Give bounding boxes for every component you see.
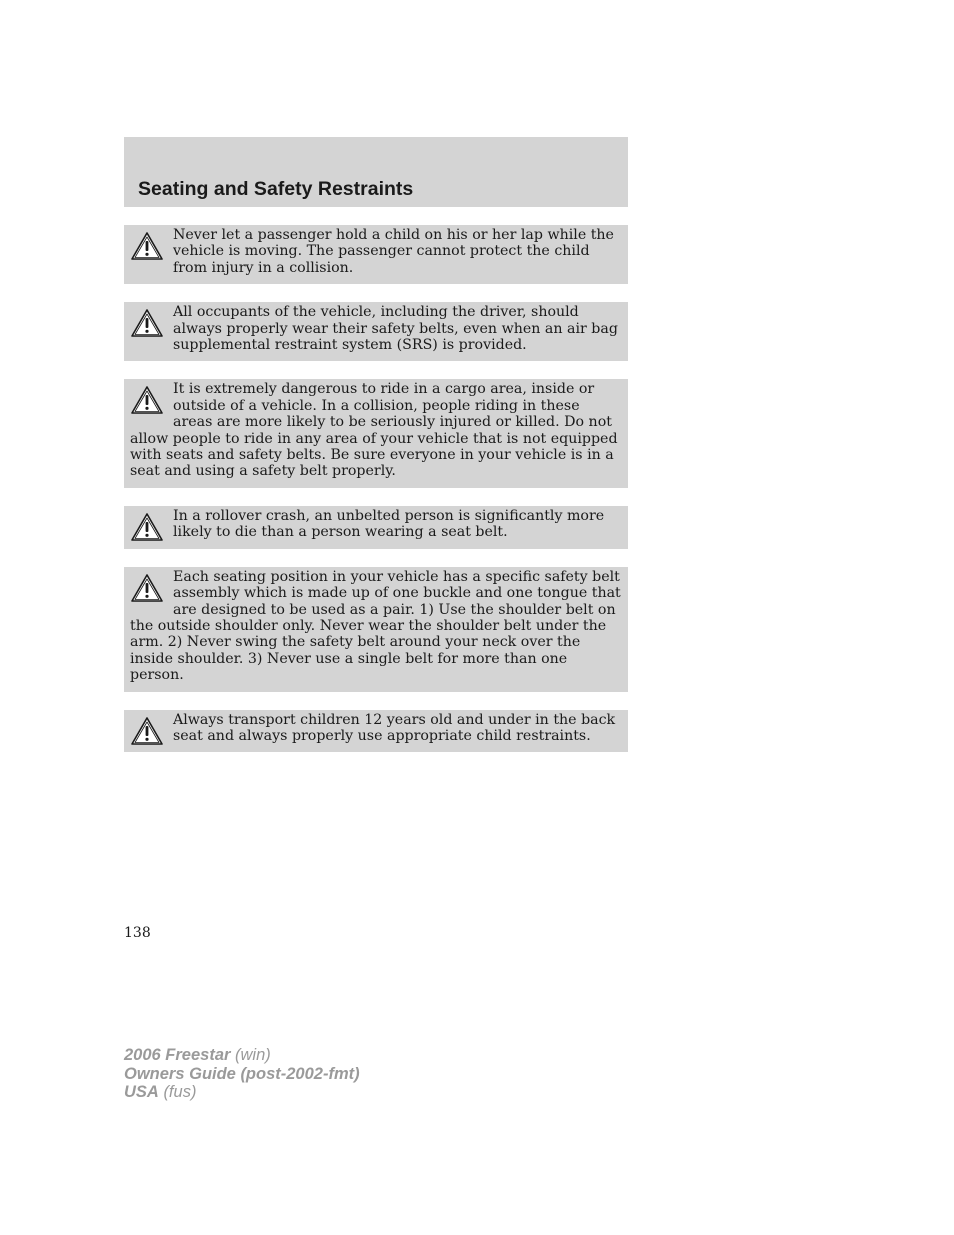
warning-triangle-icon	[130, 512, 164, 542]
warning-text: Each seating position in your vehicle has a specific safety belt assembly which is made up of one buckle and one tongue that are designed to be used as a pair. 1) Use the shoulder belt on the outside shoulder only. Never wear the shoulder belt under the arm. 2) Never swing the safety belt around your neck over the inside shoulder. 3) Never use a single belt for more than one person.	[130, 568, 621, 684]
warning-text: In a rollover crash, an unbelted person is significantly more likely to die than a person wearing a seat belt.	[173, 507, 605, 541]
section-title: Seating and Safety Restraints	[138, 178, 414, 200]
warning-box	[124, 379, 628, 487]
footer-market-code: (fus)	[163, 1083, 197, 1101]
warning-triangle-icon	[130, 385, 164, 415]
warning-box	[124, 302, 628, 361]
warning-text: It is extremely dangerous to ride in a cargo area, inside or outside of a vehicle. In a collision, people riding in these areas are more likely to be seriously injured or killed. Do not allow people to ride in any area of your vehicle that is not equipped with seats and safety belts. Be sure everyone in your vehicle is in a seat and using a safety belt properly.	[130, 381, 618, 480]
warning-text: Always transport children 12 years old and under in the back seat and always properly use appropriate child restraints.	[173, 711, 616, 744]
footer-line-model	[124, 1046, 360, 1065]
footer-line-market	[124, 1083, 360, 1102]
warning-text: All occupants of the vehicle, including the driver, should always properly wear their safety belts, even when an air bag supplemental restraint system (SRS) is provided.	[173, 304, 618, 354]
warning-box	[124, 710, 628, 753]
warning-text: Never let a passenger hold a child on his or her lap while the vehicle is moving. The passenger cannot protect the child from injury in a collision.	[173, 227, 614, 276]
footer-line-guide	[124, 1065, 360, 1084]
warning-triangle-icon	[130, 716, 164, 746]
warning-box	[124, 567, 628, 692]
section-header	[124, 137, 628, 207]
warning-triangle-icon	[130, 573, 164, 603]
warning-box	[124, 506, 628, 549]
footer-market: USA	[124, 1083, 159, 1101]
footer-guide: Owners Guide (post-2002-fmt)	[124, 1064, 360, 1083]
warning-list	[124, 225, 628, 770]
page-number: 138	[124, 925, 151, 941]
footer-model-code: (win)	[235, 1046, 271, 1064]
footer-model: 2006 Freestar	[124, 1046, 231, 1064]
document-footer	[124, 1046, 360, 1102]
warning-triangle-icon	[130, 308, 164, 338]
warning-triangle-icon	[130, 231, 164, 261]
warning-box	[124, 225, 628, 284]
